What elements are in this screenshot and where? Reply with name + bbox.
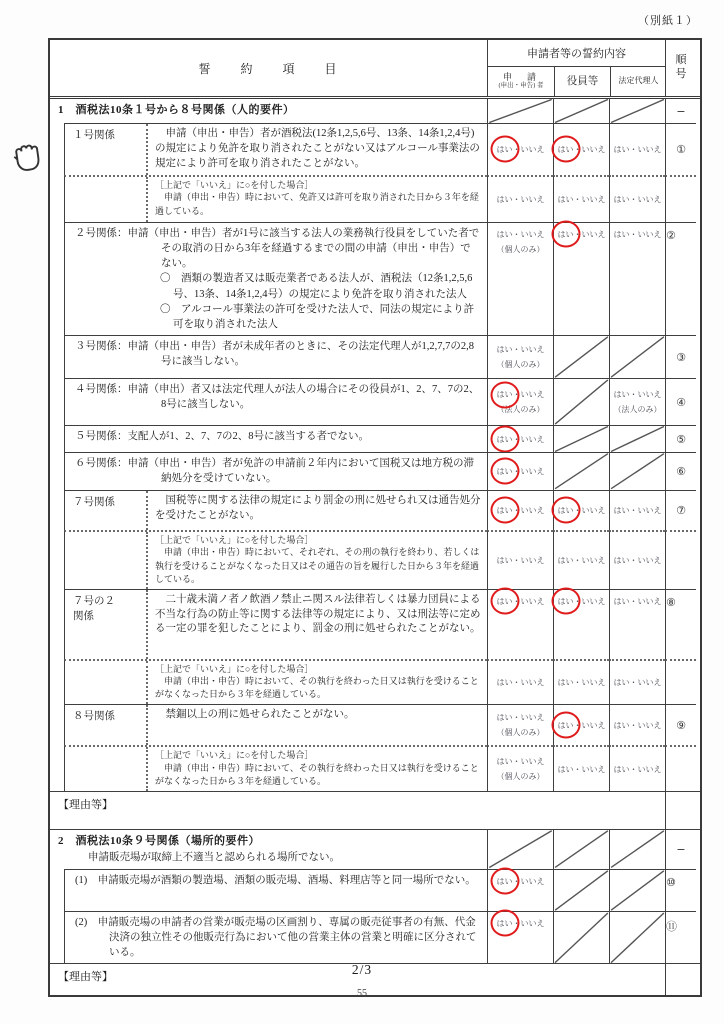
seq-cell: ⑧ (665, 589, 696, 659)
seq-cell: ⑨ (665, 704, 696, 745)
slash-icon (554, 426, 609, 452)
answer-cell: はい・いいえ (609, 745, 665, 791)
slash-icon (610, 830, 665, 868)
row-item4 (50, 378, 700, 425)
item7-2-sub-text: ［上記で「いいえ」に○を付した場合］ 申請（申出・申告）時において、その執行を終わった日又は執行を受けることがなくなった日から３年を経過している。 (155, 663, 479, 700)
seq-cell (665, 175, 696, 222)
row-item7-2-sub (50, 659, 700, 705)
seq-cell: − (665, 99, 696, 123)
item7-sub-text: ［上記で「いいえ」に○を付した場合］ 申請（申出・申告）時において、それぞれ、その刑の執行を終わり、若しくは執行を受けることがなくなった日又はその通告の旨を履行した日から３年を経過している。 (155, 534, 480, 584)
row-item2 (50, 222, 700, 336)
slash-icon (610, 912, 665, 964)
slash-icon (554, 453, 609, 489)
na-cell (609, 335, 665, 378)
item8-sub-text: ［上記で「いいえ」に○を付した場合］ 申請（申出・申告）時において、その執行を終わった日又は執行を受けることがなくなった日から３年を経過している。 (155, 750, 479, 787)
answer-cell: はい ・いいえ (487, 490, 553, 530)
row-item8-sub (50, 745, 700, 791)
answer-cell: はい・いいえ (609, 589, 665, 659)
seq-cell: ① (665, 123, 696, 175)
header-seq-column: 順 号 (665, 40, 696, 96)
answer-cell: はい ・いいえ (487, 869, 553, 911)
item1-label: １号関係 (65, 124, 148, 175)
slash-icon (488, 830, 553, 868)
item3-text: ３号関係：申請（申出・申告）者が未成年者のときに、その法定代理人が1,2,7,7の2,8号に該当しない。 (75, 341, 474, 368)
slash-icon (554, 870, 609, 911)
na-cell (609, 830, 665, 868)
na-cell (609, 452, 665, 489)
slash-icon (610, 336, 665, 378)
answer-cell: はい・いいえ (487, 659, 553, 705)
seq-cell: ⑦ (665, 490, 696, 530)
na-cell (553, 99, 609, 123)
page-number: 55 (357, 988, 367, 999)
answer-cell: はい・いいえ (487, 175, 553, 222)
seq-cell: ② (665, 222, 696, 336)
answer-cell: はい ・いいえ (487, 123, 553, 175)
row-item8 (50, 704, 700, 745)
row-item5 (50, 425, 700, 452)
answer-cell: はい・いいえ （個人のみ） (487, 222, 553, 336)
na-cell (553, 830, 609, 868)
seq-cell (665, 659, 696, 705)
answer-cell: はい・いいえ (609, 123, 665, 175)
answer-cell: はい・いいえ （個人のみ） (487, 704, 553, 745)
item7-text: 国税等に関する法律の規定により罰金の刑に処せられ又は通告処分を受けたことがない。 (155, 494, 481, 521)
page-fraction: 2/3 (351, 962, 373, 977)
pledge-table (48, 38, 702, 997)
answer-cell: はい・いいえ (553, 175, 609, 222)
answer-cell: はい ・いいえ (487, 452, 553, 489)
answer-cell: はい・いいえ (609, 175, 665, 222)
answer-cell: はい ・いいえ (487, 589, 553, 659)
seq-cell: ⑩ (665, 869, 696, 911)
attachment-label: （別紙１） (638, 15, 698, 27)
slash-icon (610, 426, 665, 452)
item7-label: ７号関係 (65, 491, 148, 530)
reason-label: 【理由等】 (58, 971, 113, 984)
answer-cell: はい ・いいえ (487, 425, 553, 452)
table-header (50, 40, 700, 99)
section1-row (50, 99, 700, 123)
item5-text: ５号関係：支配人が1、2、7、7の2、8号に該当する者でない。 (75, 431, 369, 443)
answer-cell: はい ・いいえ （法人のみ） (487, 378, 553, 425)
answer-cell: はい・いいえ (609, 530, 665, 589)
slash-icon (554, 336, 609, 378)
row-item7-2 (50, 589, 700, 659)
header-officers-column: 役員等 (554, 67, 610, 96)
answer-cell: はい ・いいえ (553, 704, 609, 745)
answer-cell: はい・いいえ (609, 222, 665, 336)
answer-cell: はい ・いいえ (553, 222, 609, 336)
section2-row (50, 829, 700, 868)
header-pledge-content-group: 申請者等の誓約内容 (488, 40, 665, 67)
answer-cell: はい・いいえ (553, 530, 609, 589)
answer-cell: はい・いいえ (487, 530, 553, 589)
na-cell (553, 869, 609, 911)
row-reason1 (50, 791, 700, 829)
slash-icon (554, 99, 609, 123)
answer-cell: はい・いいえ (609, 704, 665, 745)
slash-icon (488, 99, 553, 123)
seq-cell: ⑤ (665, 425, 696, 452)
na-cell (553, 425, 609, 452)
row-item1 (50, 123, 700, 175)
seq-cell (665, 745, 696, 791)
na-cell (609, 425, 665, 452)
answer-cell: はい ・いいえ (553, 490, 609, 530)
na-cell (609, 911, 665, 964)
answer-cell: はい ・いいえ (487, 911, 553, 964)
item4-text: ４号関係：申請（申出）者又は法定代理人が法人の場合にその役員が1、2、7、7の2、8号に該当しない。 (75, 384, 480, 411)
seq-cell: ⑪ (665, 911, 696, 964)
place2-text: (2) 申請販売場の申請者の営業が販売場の区画割り、専属の販売従事者の有無、代金決済の独立性その他販売行為において他の営業主体の営業と明確に区分されている。 (75, 916, 477, 958)
answer-cell: はい・いいえ (609, 659, 665, 705)
seq-cell: − (665, 830, 696, 868)
item8-text: 禁錮以上の刑に処せられたことがない。 (155, 709, 355, 721)
reason-label: 【理由等】 (58, 799, 113, 812)
item8-label: ８号関係 (65, 705, 148, 745)
item1-text: 申請（申出・申告）者が酒税法(12条1,2,5,6号、13条、14条1,2,4号)の規定により免許を取り消されたことがない又はアルコール事業法の規定により許可を取り消されたことがない。 (155, 128, 480, 169)
slash-icon (554, 830, 609, 868)
hand-cursor-icon (8, 134, 50, 180)
item7-2-text: 二十歳未満ノ者ノ飲酒ノ禁止ニ関スル法律若しくは暴力団員による不当な行為の防止等に関する法律等の規定により、又は刑法等に定める一定の罪を犯したことにより、罰金の刑に処せられたことがない。 (155, 593, 481, 635)
slash-icon (554, 912, 609, 964)
item6-text: ６号関係：申請（申出・申告）者が免許の申請前２年内において国税又は地方税の滞納処分を受けていない。 (75, 458, 474, 485)
slash-icon (610, 453, 665, 489)
header-pledge-items: 誓 約 項 目 (198, 61, 339, 76)
seq-cell: ④ (665, 378, 696, 425)
item7-2-label: ７号の２ 関係 (65, 590, 148, 659)
row-place1 (50, 869, 700, 911)
row-item6 (50, 452, 700, 489)
answer-cell: はい・いいえ (553, 745, 609, 791)
answer-cell: はい・いいえ (609, 490, 665, 530)
section2-title: 2 酒税法10条９号関係（場所的要件） 申請販売場が取締上不適当と認められる場所でない。 (58, 835, 340, 863)
seq-cell: ⑥ (665, 452, 696, 489)
na-cell (553, 452, 609, 489)
na-cell (609, 99, 665, 123)
answer-cell: はい ・いいえ (553, 123, 609, 175)
seq-cell: ③ (665, 335, 696, 378)
answer-cell: はい・いいえ （個人のみ） (487, 745, 553, 791)
na-cell (553, 335, 609, 378)
row-place2 (50, 911, 700, 964)
row-item7-sub (50, 530, 700, 589)
row-item3 (50, 335, 700, 378)
item1-sub-text: ［上記で「いいえ」に○を付した場合］ 申請（申出・申告）時において、免許又は許可を取り消された日から３年を経過している。 (155, 179, 479, 216)
answer-cell: はい ・いいえ (553, 589, 609, 659)
slash-icon (554, 379, 609, 425)
seq-cell (665, 792, 696, 829)
na-cell (487, 830, 553, 868)
header-applicant-column: 申 請 (申出・申告) 者 (498, 72, 544, 89)
section1-title: 1 酒税法10条１号から８号関係（人的要件） (58, 104, 295, 116)
answer-cell: はい・いいえ （法人のみ） (609, 378, 665, 425)
place1-text: (1) 申請販売場が酒類の製造場、酒類の販売場、酒場、料理店等と同一場所でない。 (75, 874, 476, 886)
row-item7 (50, 490, 700, 530)
answer-cell: はい・いいえ (553, 659, 609, 705)
header-legal-rep-column: 法定代理人 (610, 67, 666, 96)
row-item1-sub (50, 175, 700, 222)
na-cell (553, 378, 609, 425)
slash-icon (610, 99, 665, 123)
na-cell (553, 911, 609, 964)
slash-icon (610, 870, 665, 911)
seq-cell (665, 530, 696, 589)
item2-text: ２号関係：申請（申出・申告）者が1号に該当する法人の業務執行役員をしていた者でその取消の日から3年を経過するまでの間の申請（申出・申告）でない。 〇 酒類の製造者又は販売業者である法人が、酒税法（12条1,2,5,6号、13条、14条1,2,4号）の規定により免許を取り消された法人 〇 アルコール事業法の許可を受けた法人で、同法の規定により許可を取り消された法人 (75, 227, 480, 331)
na-cell (487, 99, 553, 123)
answer-cell: はい・いいえ （個人のみ） (487, 335, 553, 378)
na-cell (609, 869, 665, 911)
